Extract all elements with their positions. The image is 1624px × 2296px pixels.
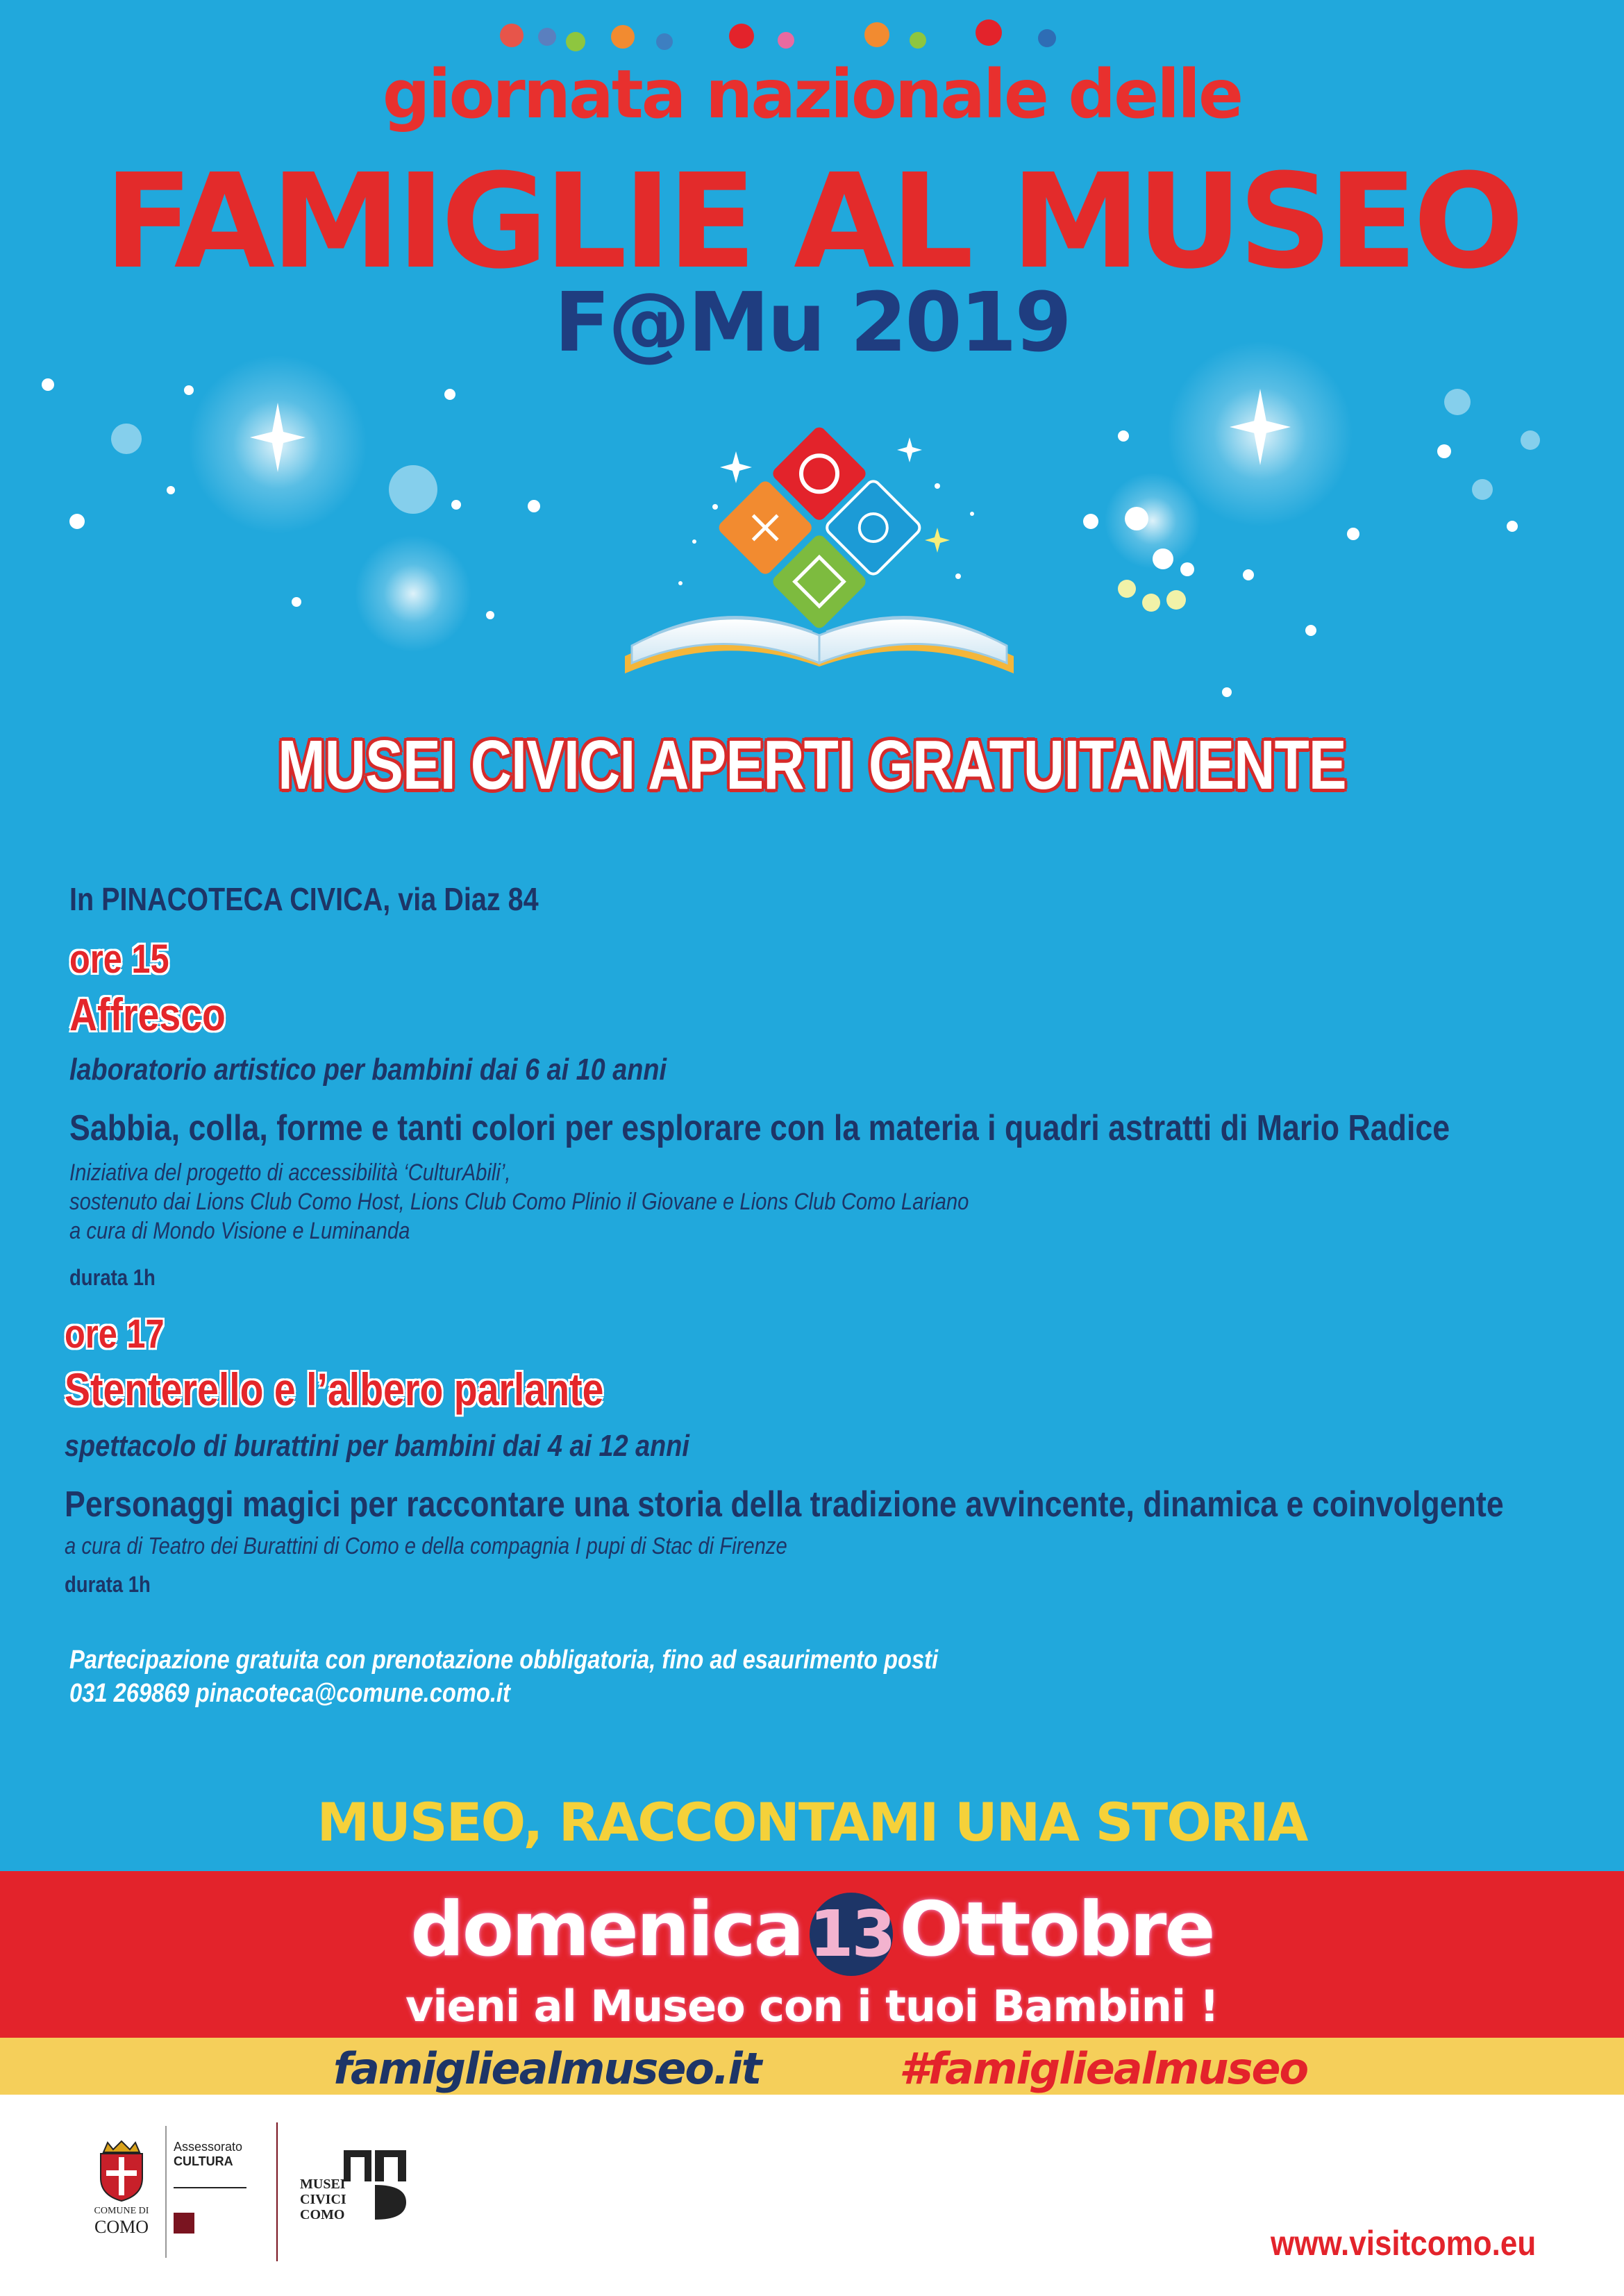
links-band: [0, 2038, 1624, 2095]
page-title: FAMIGLIE AL MUSEO: [103, 146, 1521, 298]
invite-text: vieni al Museo con i tuoi Bambini !: [405, 1981, 1219, 2031]
hashtag-link[interactable]: #famigliealmuseo: [899, 2043, 1308, 2094]
star-icon: [1229, 389, 1291, 465]
event-title: Affresco: [69, 989, 226, 1040]
event-date: [0, 1886, 1624, 1976]
date-month: Ottobre: [899, 1886, 1214, 1973]
cultura-mark: [174, 2213, 194, 2234]
star-icon: [250, 403, 305, 472]
event-title: Stenterello e l’albero parlante: [65, 1364, 604, 1415]
headline: MUSEI CIVICI APERTI GRATUITAMENTE: [278, 726, 1346, 804]
event-duration: durata 1h: [69, 1265, 156, 1290]
event-audience: laboratorio artistico per bambini dai 6 ai 10 anni: [69, 1053, 667, 1087]
booking-contact: 031 269869 pinacoteca@comune.como.it: [69, 1679, 510, 1708]
event-duration: durata 1h: [65, 1572, 151, 1597]
slogan: MUSEO, RACCONTAMI UNA STORIA: [317, 1791, 1307, 1853]
event-notes: a cura di Teatro dei Burattini di Como e della compagnia I pupi di Stac di Firenze: [65, 1533, 787, 1559]
assessorato-label: Assessorato: [174, 2140, 243, 2154]
website-link[interactable]: famigliealmuseo.it: [333, 2043, 761, 2094]
musei-civici-label: MUSEI CIVICI COMO: [300, 2177, 346, 2222]
como-label: COMUNE DI: [94, 2206, 149, 2216]
booking-info: Partecipazione gratuita con prenotazione obbligatoria, fino ad esaurimento posti: [69, 1645, 939, 1675]
date-day-badge: 13: [810, 1893, 893, 1976]
event-notes: Iniziativa del progetto di accessibilità ‘CulturAbili’, sostenuto dai Lions Club Como Host, Lions Club Como Plinio il Giovane e Lions Club Como Lariano a cura di Mondo Visione e Luminanda: [69, 1159, 969, 1244]
como-coat-of-arms-icon: [94, 2140, 149, 2202]
title-subtitle: giornata nazionale delle: [382, 56, 1242, 133]
musei-civici-logo-icon: [344, 2150, 413, 2220]
edition-title: F@Mu 2019: [554, 274, 1070, 370]
famu-book-logo: [611, 424, 1028, 687]
venue: In PINACOTECA CIVICA, via Diaz 84: [69, 881, 539, 917]
event-description: Sabbia, colla, forme e tanti colori per esplorare con la materia i quadri astratti di Mario Radice: [69, 1108, 1450, 1148]
cultura-label: CULTURA: [174, 2154, 233, 2168]
footer: [0, 2095, 1624, 2296]
date-banner: [0, 1871, 1624, 2038]
event-audience: spettacolo di burattini per bambini dai 4 ai 12 anni: [65, 1429, 689, 1463]
event-time: ore 17: [65, 1312, 165, 1357]
date-weekday: domenica: [410, 1886, 803, 1973]
como-city: COMO: [94, 2217, 149, 2237]
event-time: ore 15: [69, 937, 169, 982]
event-description: Personaggi magici per raccontare una storia della tradizione avvincente, dinamica e coinvolgente: [65, 1484, 1504, 1525]
visitcomo-link[interactable]: www.visitcomo.eu: [1271, 2224, 1537, 2263]
